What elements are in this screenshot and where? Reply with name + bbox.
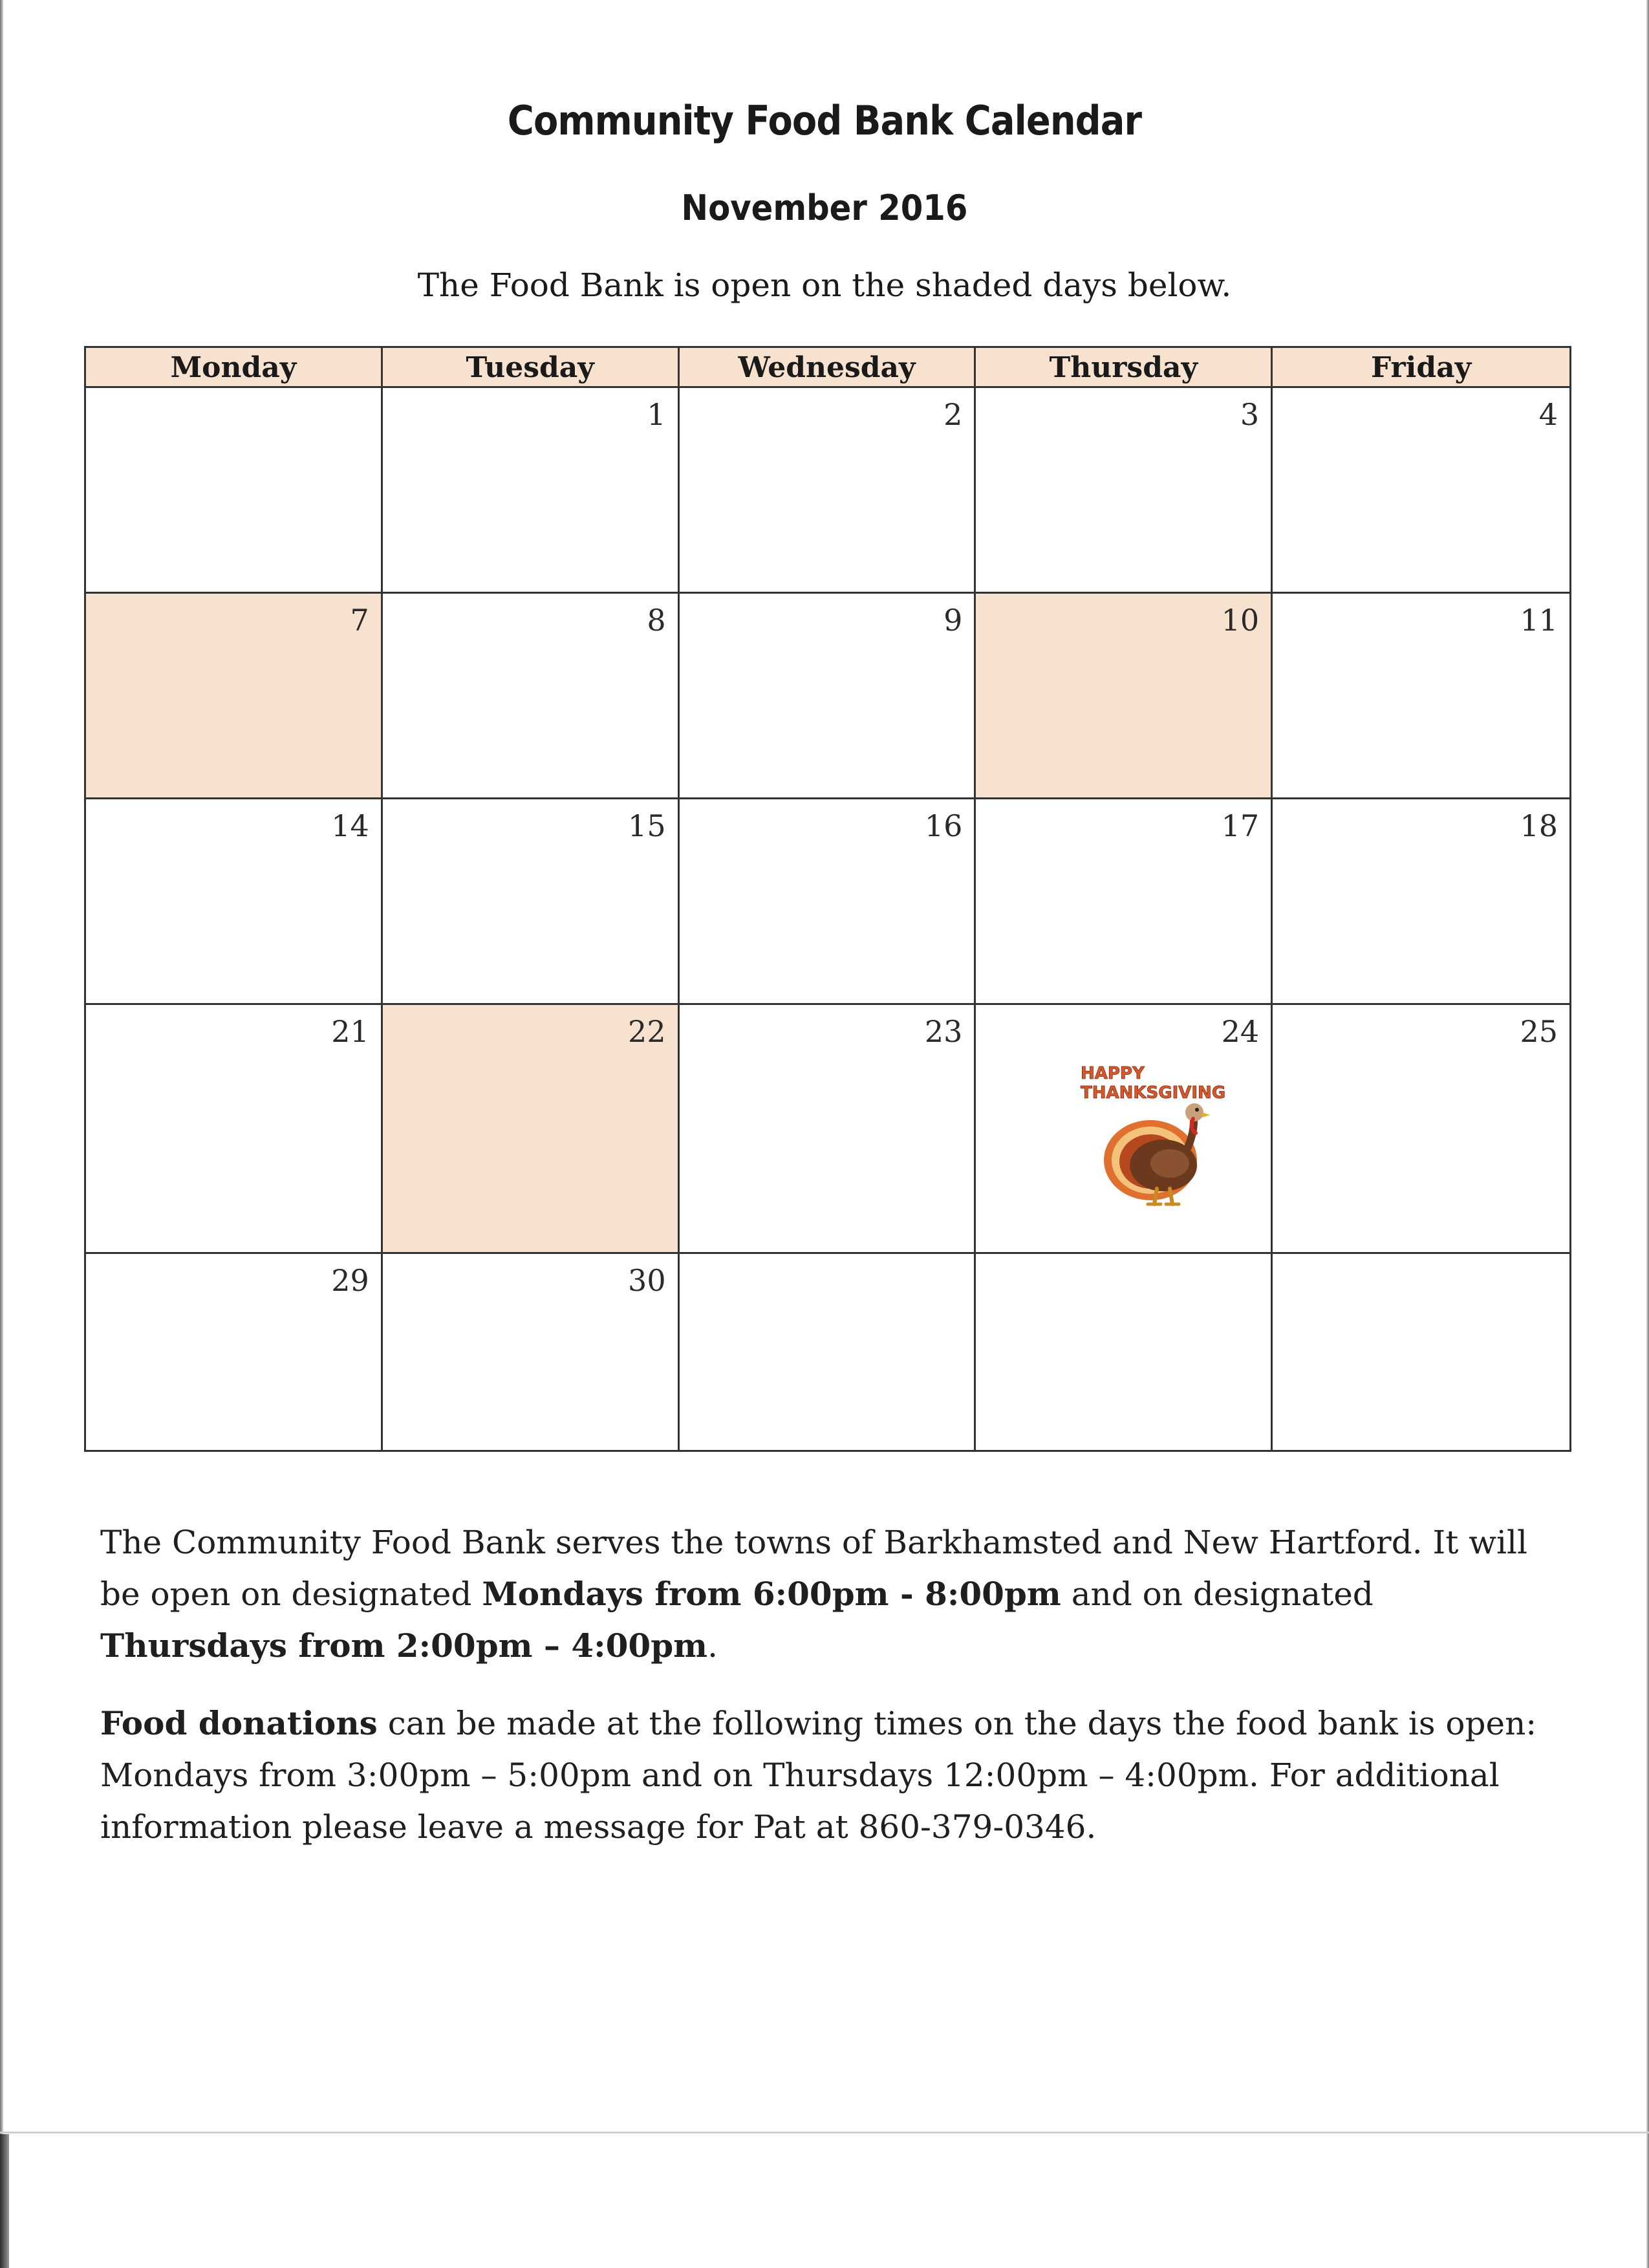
calendar-day-22 (383, 1005, 680, 1254)
day-number: 22 (628, 1014, 666, 1049)
day-number: 8 (647, 603, 666, 638)
calendar-day-14 (86, 799, 383, 1005)
day-number: 1 (647, 397, 666, 432)
calendar-grid (84, 346, 1571, 1452)
day-number: 30 (628, 1263, 666, 1298)
calendar-empty-cell (1273, 1254, 1569, 1450)
calendar-day-8 (383, 594, 680, 799)
calendar-day-24 (976, 1005, 1273, 1254)
calendar-empty-cell (680, 1254, 976, 1450)
day-number: 17 (1221, 808, 1260, 843)
calendar-day-30 (383, 1254, 680, 1450)
food-donations-label: Food donations (100, 1704, 378, 1742)
calendar-day-7 (86, 594, 383, 799)
calendar-day-4 (1273, 388, 1569, 594)
hours-text-1: The Community Food Bank serves the towns of Barkhamsted and New Hartford. It will be open on designated (100, 1524, 1528, 1613)
calendar-day-15 (383, 799, 680, 1005)
day-number: 25 (1520, 1014, 1558, 1049)
day-number: 14 (331, 808, 369, 843)
day-header-thursday: Thursday (976, 348, 1273, 388)
day-number: 10 (1221, 603, 1260, 638)
calendar-day-2 (680, 388, 976, 594)
calendar-empty-cell (86, 388, 383, 594)
hours-text-3: . (707, 1627, 718, 1665)
calendar-day-29 (86, 1254, 383, 1450)
calendar-day-16 (680, 799, 976, 1005)
calendar-day-9 (680, 594, 976, 799)
scan-edge-right (1646, 0, 1649, 2268)
page-subtitle: November 2016 (681, 188, 968, 228)
calendar-day-25 (1273, 1005, 1569, 1254)
donations-text: can be made at the following times on the days the food bank is open: Mondays from 3:00pm – 5:00pm and on Thursdays 12:00pm – 4:00pm. For additional information please leave a message for Pat at 860-379-0346. (100, 1705, 1537, 1846)
thanksgiving-turkey-icon (1073, 1050, 1241, 1218)
page-title: Community Food Bank Calendar (507, 97, 1142, 144)
calendar-day-3 (976, 388, 1273, 594)
monday-hours: Mondays from 6:00pm - 8:00pm (482, 1575, 1061, 1613)
day-header-wednesday: Wednesday (680, 348, 976, 388)
day-number: 2 (943, 397, 963, 432)
thursday-hours: Thursdays from 2:00pm – 4:00pm (100, 1626, 708, 1665)
hours-paragraph (100, 1517, 1562, 1672)
day-number: 11 (1520, 603, 1558, 638)
day-number: 3 (1240, 397, 1260, 432)
day-number: 15 (628, 808, 666, 843)
day-header-tuesday: Tuesday (383, 348, 680, 388)
calendar-day-10 (976, 594, 1273, 799)
calendar-day-11 (1273, 594, 1569, 799)
day-number: 7 (350, 603, 369, 638)
happy-thanksgiving-text: HAPPY THANKSGIVING (1081, 1064, 1226, 1103)
scan-edge-left (0, 0, 3, 2268)
calendar-day-17 (976, 799, 1273, 1005)
day-number: 9 (943, 603, 963, 638)
day-header-monday: Monday (86, 348, 383, 388)
day-number: 24 (1221, 1014, 1260, 1049)
calendar-empty-cell (976, 1254, 1273, 1450)
scan-bottom-line (0, 2132, 1649, 2133)
calendar-day-21 (86, 1005, 383, 1254)
calendar-day-23 (680, 1005, 976, 1254)
donations-paragraph (100, 1698, 1562, 1853)
day-number: 18 (1520, 808, 1558, 843)
day-header-friday: Friday (1273, 348, 1569, 388)
day-number: 4 (1538, 397, 1558, 432)
hours-text-2: and on designated (1061, 1575, 1374, 1613)
day-number: 23 (924, 1014, 963, 1049)
day-number: 29 (331, 1263, 369, 1298)
day-number: 21 (331, 1014, 369, 1049)
calendar-day-1 (383, 388, 680, 594)
calendar-day-18 (1273, 799, 1569, 1005)
scan-bottom-mark (0, 2134, 9, 2268)
day-number: 16 (924, 808, 963, 843)
intro-text: The Food Bank is open on the shaded days below. (417, 266, 1232, 304)
